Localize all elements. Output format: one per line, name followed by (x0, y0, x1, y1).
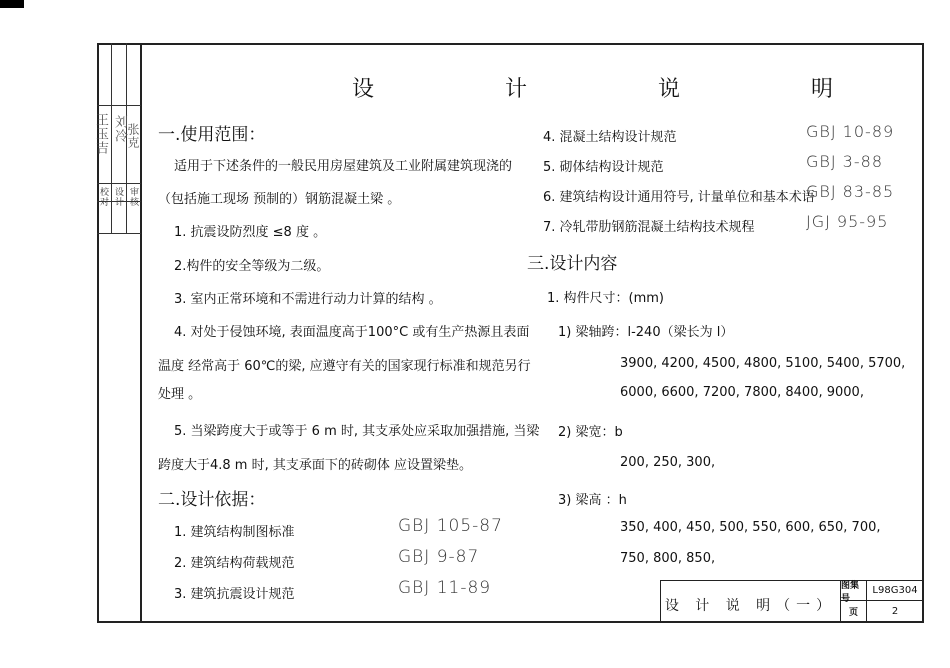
strip-label-review: 审核 (128, 187, 138, 207)
ref-6-label: 6. 建筑结构设计通用符号, 计量单位和基本术语 (543, 190, 815, 205)
section1-item-4: 4. 对处于侵蚀环境, 表面温度高于100°C 或有生产热源且表面 (174, 325, 530, 340)
ref-2-label: 2. 建筑结构荷载规范 (174, 556, 295, 571)
corner-mark (0, 0, 24, 8)
ref-6-code: GBJ 83-85 (806, 182, 895, 201)
atlas-label: 图集号 (841, 581, 867, 601)
section1-item-5-cont: 跨度大于4.8 m 时, 其支承面下的砖砌体 应设置梁垫。 (158, 458, 472, 473)
ref-4-code: GBJ 10-89 (806, 122, 895, 141)
section1-item-3: 3. 室内正常环境和不需进行动力计算的结构 。 (174, 292, 442, 307)
ref-7-code: JGJ 95-95 (806, 212, 889, 231)
section1-item-4-cont: 温度 经常高于 60℃的梁, 应遵守有关的国家现行标准和规范另行 (158, 359, 531, 374)
ref-1-label: 1. 建筑结构制图标准 (174, 525, 295, 540)
signature-2: 刘冷 (112, 115, 127, 143)
section1-item-2: 2.构件的安全等级为二级。 (174, 259, 330, 274)
span-label: 1) 梁轴跨：l-240（梁长为 l） (558, 325, 734, 340)
span-values-1: 3900, 4200, 4500, 4800, 5100, 5400, 5700, (620, 356, 906, 371)
ref-4-label: 4. 混凝土结构设计规范 (543, 130, 677, 145)
section1-item-4-end: 处理 。 (158, 387, 202, 402)
signature-3: 张克 (126, 123, 140, 149)
section3-heading: 三.设计内容 (527, 254, 618, 274)
height-values-2: 750, 800, 850, (620, 551, 716, 566)
ref-3-label: 3. 建筑抗震设计规范 (174, 587, 295, 602)
height-values-1: 350, 400, 450, 500, 550, 600, 650, 700, (620, 520, 881, 535)
ref-5-code: GBJ 3-88 (806, 152, 883, 171)
width-values: 200, 250, 300, (620, 455, 716, 470)
section1-item-5: 5. 当梁跨度大于或等于 6 m 时, 其支承处应采取加强措施, 当梁 (174, 424, 540, 439)
signature-strip (93, 43, 142, 623)
signature-1: 王玉吉 (93, 113, 108, 155)
ref-3-code: GBJ 11-89 (398, 578, 492, 598)
page-value: 2 (891, 605, 899, 617)
title-block-name: 设 计 说 明（一） (661, 581, 841, 622)
section2-heading: 二.设计依据： (158, 490, 266, 510)
section1-intro-line2: （包括施工现场 预制的）钢筋混凝土梁 。 (158, 192, 401, 207)
span-values-2: 6000, 6600, 7200, 7800, 8400, 9000, (620, 385, 864, 400)
height-label: 3) 梁高 ：h (558, 493, 627, 508)
ref-7-label: 7. 冷轧带肋钢筋混凝土结构技术规程 (543, 220, 755, 235)
page-title: 设 计 说 明 (352, 77, 895, 102)
strip-label-check: 校对 (98, 187, 108, 207)
ref-5-label: 5. 砌体结构设计规范 (543, 160, 664, 175)
strip-label-design: 设计 (113, 187, 123, 207)
section1-item-1: 1. 抗震设防烈度 ≤8 度 。 (174, 225, 327, 240)
ref-1-code: GBJ 105-87 (398, 516, 503, 536)
section3-sub1: 1. 构件尺寸：(mm) (547, 291, 665, 306)
title-block (660, 580, 922, 622)
section1-heading: 一.使用范围： (158, 125, 266, 145)
ref-2-code: GBJ 9-87 (398, 547, 480, 567)
page-label: 页 (841, 601, 867, 621)
section1-intro-line1: 适用于下述条件的一般民用房屋建筑及工业附属建筑现浇的 (174, 159, 513, 174)
atlas-value: L98G304 (867, 581, 923, 601)
width-label: 2) 梁宽：b (558, 425, 623, 440)
